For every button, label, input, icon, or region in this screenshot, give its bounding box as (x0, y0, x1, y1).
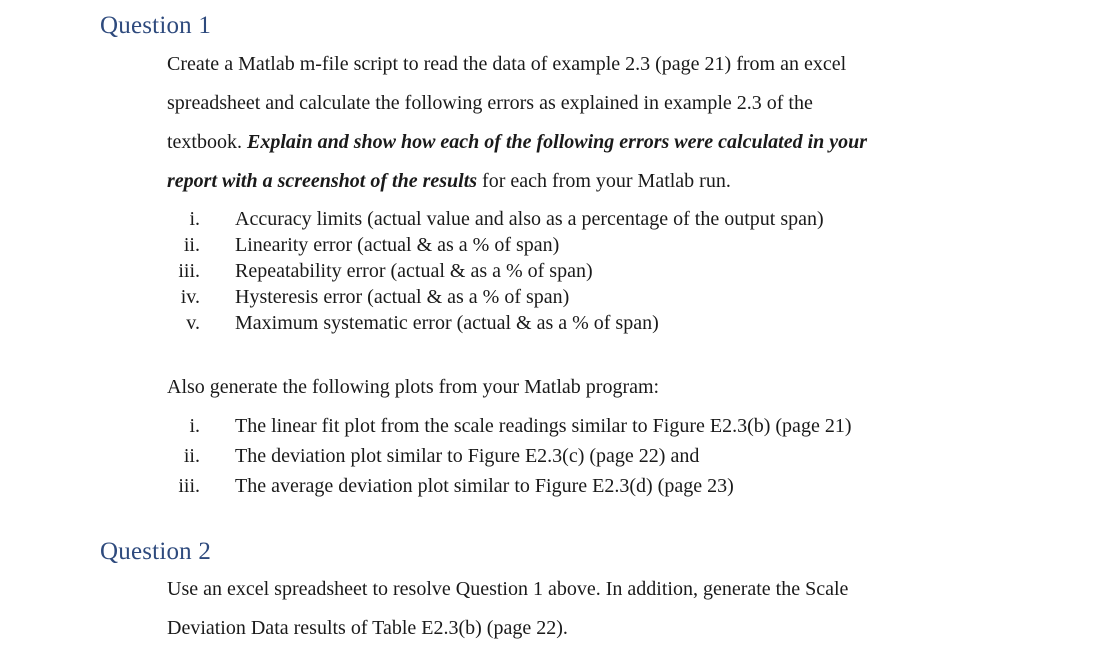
list-number: iii. (178, 475, 200, 497)
list-text: Hysteresis error (actual & as a % of span) (235, 286, 570, 308)
list-text: Maximum systematic error (actual & as a % of span) (235, 312, 659, 334)
list-text: The linear fit plot from the scale readings similar to Figure E2.3(b) (page 21) (235, 415, 852, 437)
question-2-paragraph (167, 577, 1047, 655)
question-1-heading: Question 1 (100, 12, 212, 39)
paragraph-text: textbook. (167, 131, 247, 153)
question-2-heading: Question 2 (100, 538, 212, 565)
list-text: Repeatability error (actual & as a % of span) (235, 260, 593, 282)
plots-intro: Also generate the following plots from your Matlab program: (167, 376, 660, 398)
list-text: The average deviation plot similar to Figure E2.3(d) (page 23) (235, 475, 734, 497)
emphasized-instruction: Explain and show how each of the following errors were calculated in your (247, 131, 868, 153)
paragraph-line: Create a Matlab m-file script to read the data of example 2.3 (page 21) from an excel (167, 53, 847, 75)
question-1-paragraph (167, 52, 1047, 208)
list-number: iv. (180, 286, 200, 308)
list-number: i. (189, 208, 200, 230)
paragraph-text: for each from your Matlab run. (477, 170, 731, 192)
paragraph-line: Deviation Data results of Table E2.3(b) (page 22). (167, 617, 568, 639)
paragraph-line: spreadsheet and calculate the following errors as explained in example 2.3 of the (167, 92, 813, 114)
paragraph-line: Use an excel spreadsheet to resolve Question 1 above. In addition, generate the Scale (167, 578, 849, 600)
list-number: v. (186, 312, 200, 334)
paragraph-line (167, 169, 1047, 208)
emphasized-instruction: report with a screenshot of the results (167, 170, 478, 192)
list-number: iii. (178, 260, 200, 282)
list-text: The deviation plot similar to Figure E2.3(c) (page 22) and (235, 445, 700, 467)
list-text: Linearity error (actual & as a % of span) (235, 234, 560, 256)
list-number: ii. (183, 234, 200, 256)
list-text: Accuracy limits (actual value and also as a percentage of the output span) (235, 208, 824, 230)
list-number: i. (189, 415, 200, 437)
list-number: ii. (183, 445, 200, 467)
paragraph-line (167, 130, 1047, 169)
